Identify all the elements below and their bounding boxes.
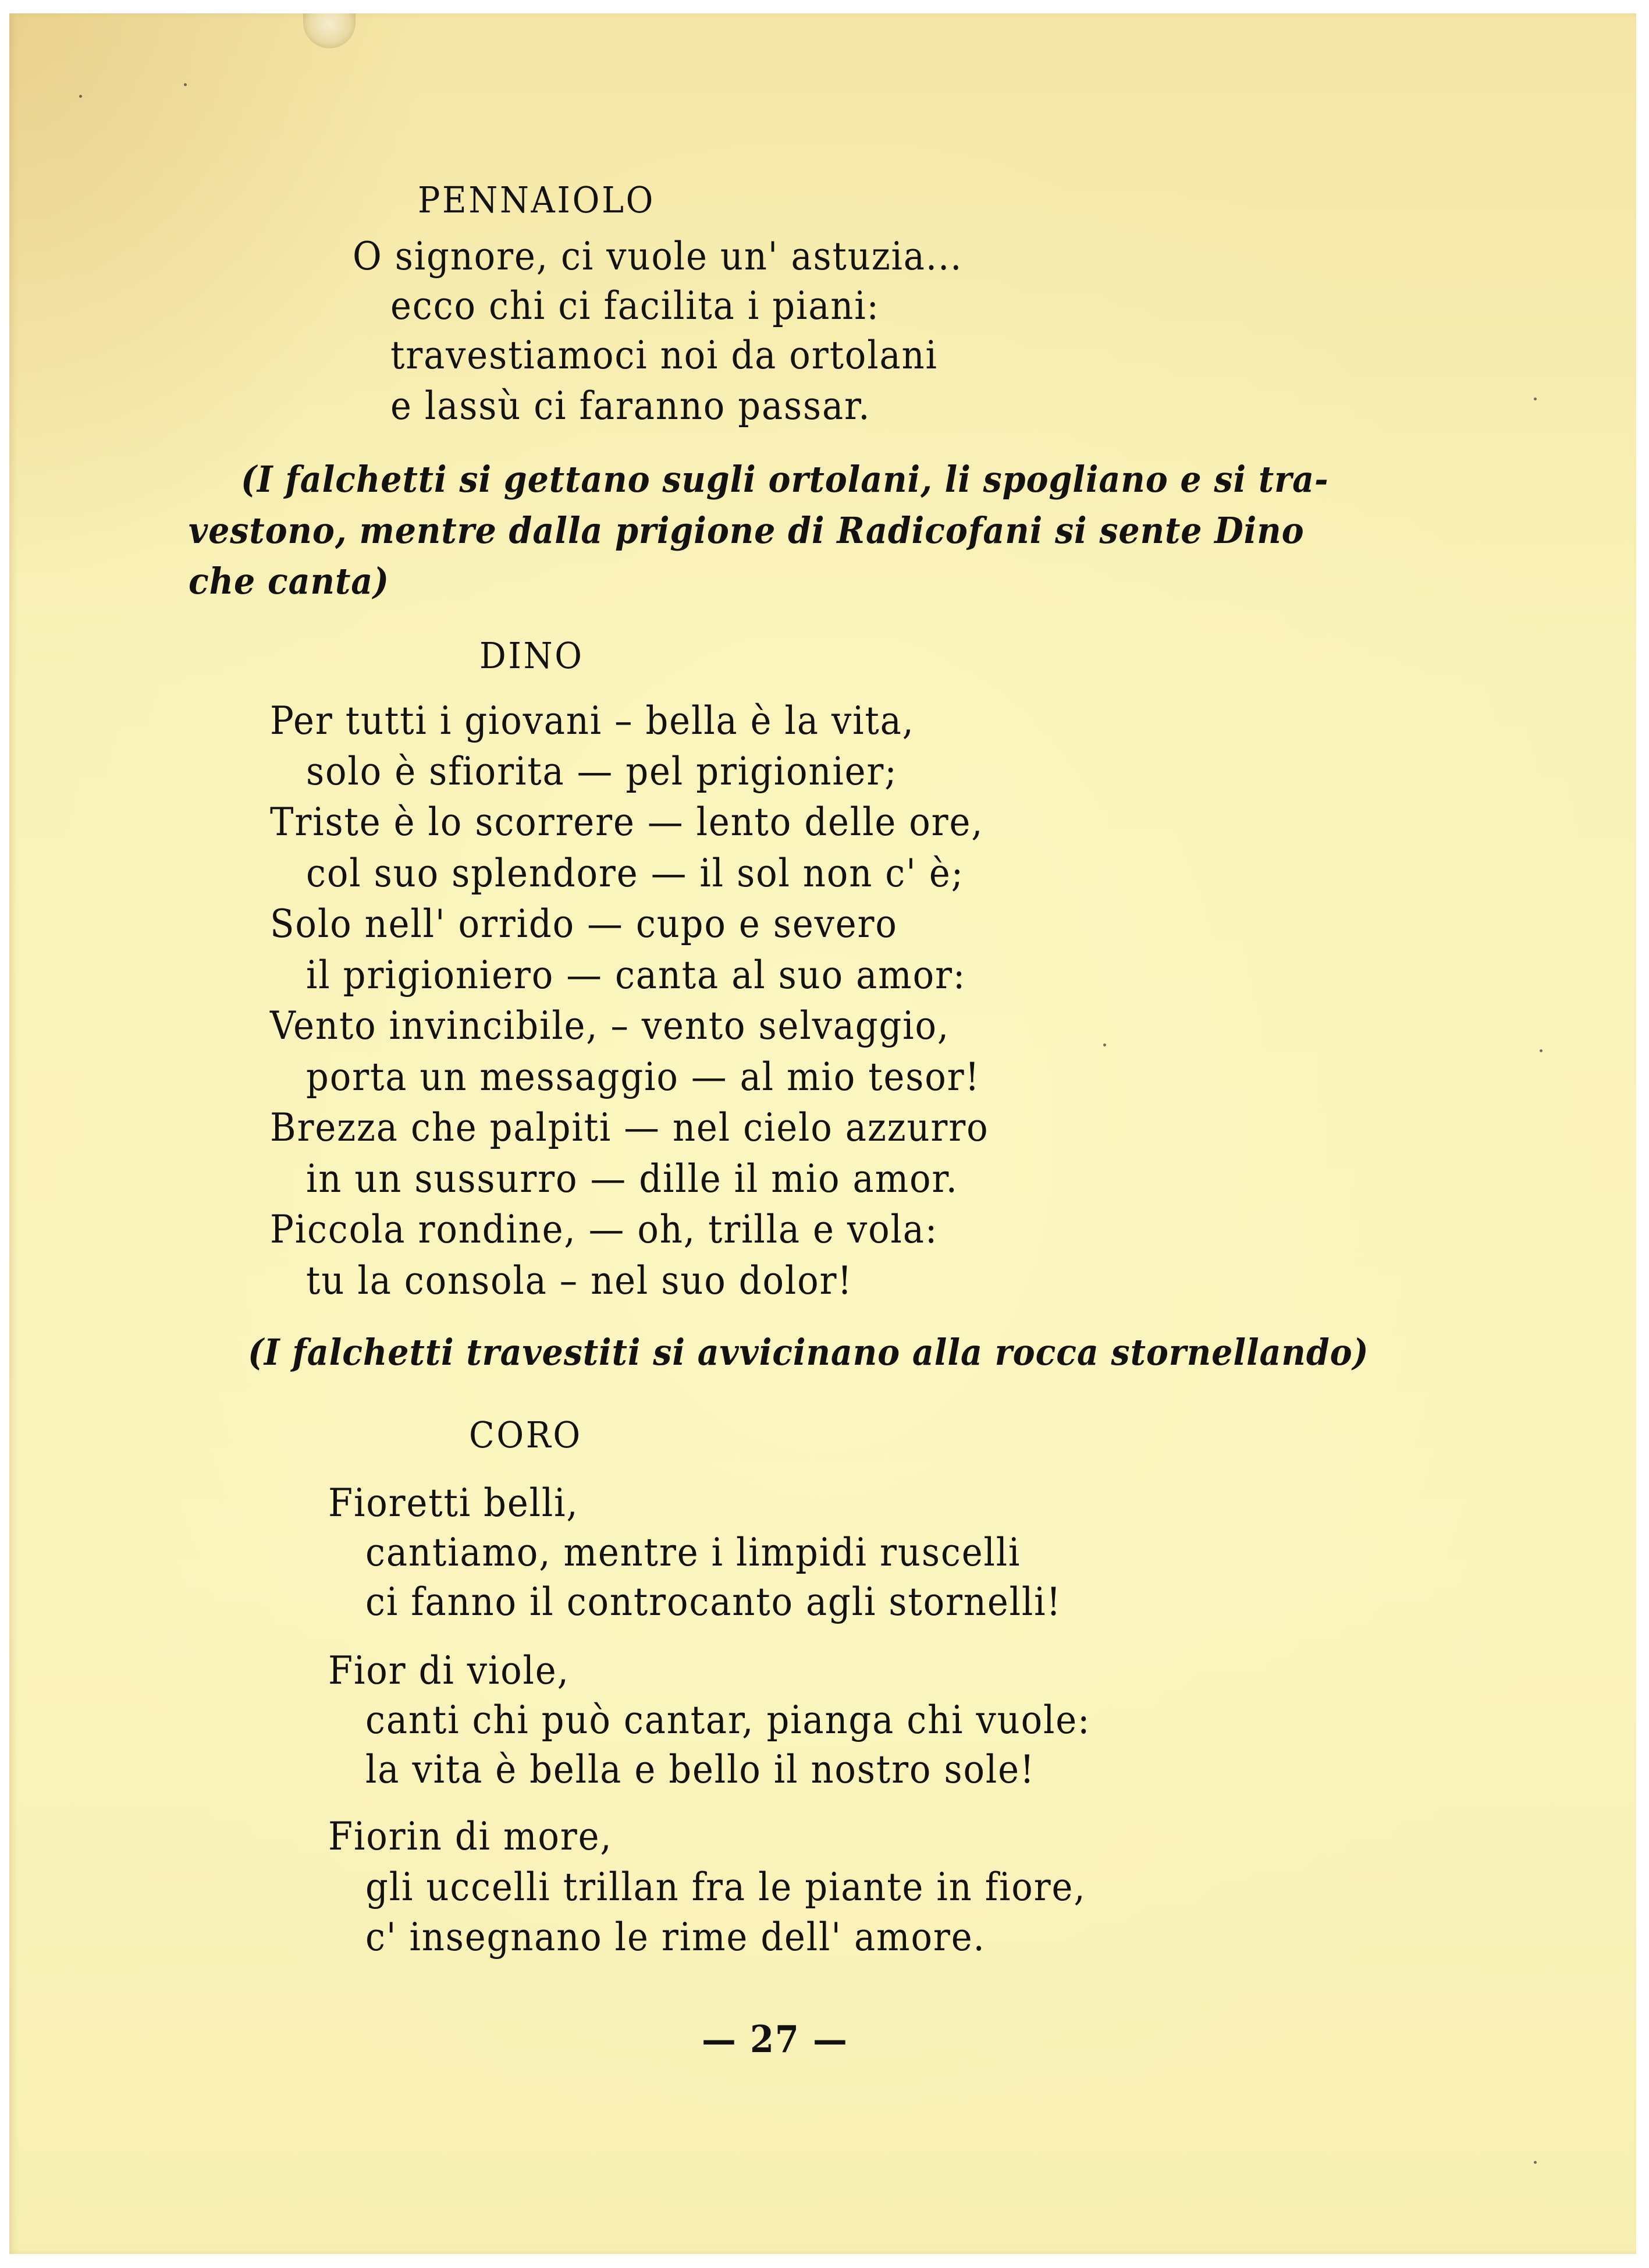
verse-line: c' insegnano le rime dell' amore. bbox=[365, 1915, 986, 1960]
stage-direction-line: che canta) bbox=[189, 560, 390, 602]
paper-tear bbox=[303, 13, 356, 48]
speaker-pennaiolo: PENNAIOLO bbox=[418, 179, 656, 221]
verse-line: col suo splendore — il sol non c' è; bbox=[306, 851, 964, 896]
verse-line: Triste è lo scorrere — lento delle ore, bbox=[270, 800, 984, 844]
verse-line: ci fanno il controcanto agli stornelli! bbox=[365, 1580, 1062, 1624]
verse-line: Fioretti belli, bbox=[328, 1481, 579, 1525]
page-number: — 27 — bbox=[702, 2018, 848, 2061]
paper-speck bbox=[184, 83, 187, 86]
verse-line: gli uccelli trillan fra le piante in fiore, bbox=[365, 1865, 1086, 1909]
paper-speck bbox=[79, 95, 82, 98]
book-page bbox=[9, 13, 1636, 2254]
speaker-coro: CORO bbox=[469, 1414, 582, 1456]
paper-speck bbox=[1540, 1049, 1543, 1052]
speaker-dino: DINO bbox=[479, 634, 584, 677]
paper-speck bbox=[1534, 397, 1537, 400]
verse-line: in un sussurro — dille il mio amor. bbox=[306, 1156, 958, 1201]
verse-line: travestiamoci noi da ortolani bbox=[390, 333, 938, 378]
verse-line: Piccola rondine, — oh, trilla e vola: bbox=[270, 1207, 939, 1252]
verse-line: solo è sfiorita — pel prigionier; bbox=[306, 749, 898, 794]
stage-direction-line: (I falchetti si gettano sugli ortolani, li spogliano e si tra- bbox=[241, 458, 1329, 501]
verse-line: Per tutti i giovani – bella è la vita, bbox=[270, 698, 915, 743]
verse-line: Fior di viole, bbox=[328, 1648, 570, 1693]
verse-line: tu la consola – nel suo dolor! bbox=[306, 1258, 853, 1303]
paper-speck bbox=[1534, 2161, 1537, 2164]
verse-line: Vento invincibile, – vento selvaggio, bbox=[270, 1003, 950, 1048]
verse-line: ecco chi ci facilita i piani: bbox=[390, 283, 880, 328]
verse-line: Brezza che palpiti — nel cielo azzurro bbox=[270, 1105, 989, 1150]
verse-line: Fiorin di more, bbox=[328, 1814, 613, 1859]
stage-direction-line: (I falchetti travestiti si avvicinano alla rocca stornellando) bbox=[248, 1331, 1369, 1373]
verse-line: e lassù ci faranno passar. bbox=[390, 384, 871, 428]
verse-line: la vita è bella e bello il nostro sole! bbox=[365, 1747, 1036, 1792]
verse-line: canti chi può cantar, pianga chi vuole: bbox=[365, 1698, 1091, 1742]
paper-speck bbox=[1103, 1044, 1106, 1046]
verse-line: cantiamo, mentre i limpidi ruscelli bbox=[365, 1530, 1021, 1575]
stage-direction-line: vestono, mentre dalla prigione di Radicofani si sente Dino bbox=[189, 509, 1305, 552]
verse-line: O signore, ci vuole un' astuzia... bbox=[353, 234, 963, 279]
verse-line: porta un messaggio — al mio tesor! bbox=[306, 1055, 980, 1099]
verse-line: il prigioniero — canta al suo amor: bbox=[306, 953, 966, 998]
verse-line: Solo nell' orrido — cupo e severo bbox=[270, 901, 898, 946]
